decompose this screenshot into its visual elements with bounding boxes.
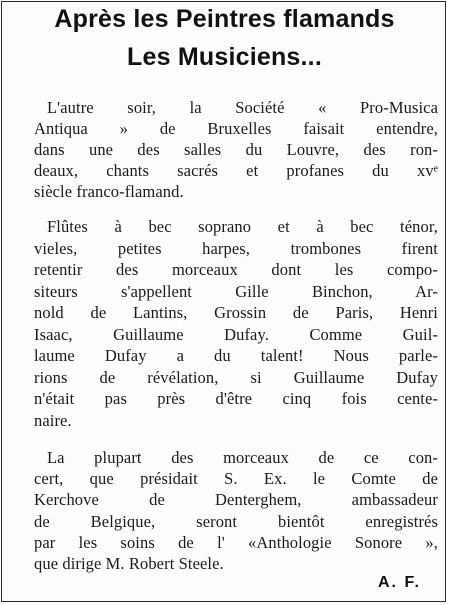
paragraph-line: laume Dufay a du talent! Nous parle- <box>34 346 438 365</box>
paragraph-line: naire. <box>34 410 72 430</box>
paragraph-line: par les soins de l' «Anthologie Sonore », <box>34 532 438 552</box>
paragraph-line: dans une des salles du Louvre, des ron- <box>34 140 438 159</box>
paragraph-line: cert, que présidait S. Ex. le Comte de <box>34 469 438 489</box>
paragraph-line: n'était pas près d'être cinq fois cente- <box>34 389 438 408</box>
paragraph-line: Kerchove de Denterghem, ambassadeur <box>34 490 438 510</box>
paragraph-line: vieles, petites harpes, trombones firent <box>34 238 438 258</box>
paragraph-line: Isaac, Guillaume Dufay. Comme Guil- <box>34 324 438 344</box>
paragraph-line: de Belgique, seront bientôt enregistrés <box>34 511 438 531</box>
paragraph-line: deaux, chants sacrés et profanes du xvᵉ <box>34 161 438 180</box>
headline-line-1: Après les Peintres flamands <box>54 5 395 33</box>
paragraph-line: La plupart des morceaux de ce con- <box>47 448 438 467</box>
paragraph-line: retentir des morceaux dont les compo- <box>34 260 438 279</box>
paragraph-line: siteurs s'appellent Gille Binchon, Ar- <box>34 281 438 301</box>
paragraph-line: rions de révélation, si Guillaume Dufay <box>34 367 438 387</box>
paragraph-line: nold de Lantins, Grossin de Paris, Henri <box>34 303 438 322</box>
author-signature: A. F. <box>378 574 421 591</box>
headline-line-2: Les Musiciens... <box>127 43 322 71</box>
paragraph-line: Antiqua » de Bruxelles faisait entendre, <box>34 119 438 138</box>
paragraph-line: siècle franco-flamand. <box>34 182 184 201</box>
paragraph-line: Flûtes à bec soprano et à bec ténor, <box>47 217 438 236</box>
paragraph-line: L'autre soir, la Société « Pro-Musica <box>47 98 438 117</box>
paragraph-line: que dirige M. Robert Steele. <box>34 554 224 573</box>
